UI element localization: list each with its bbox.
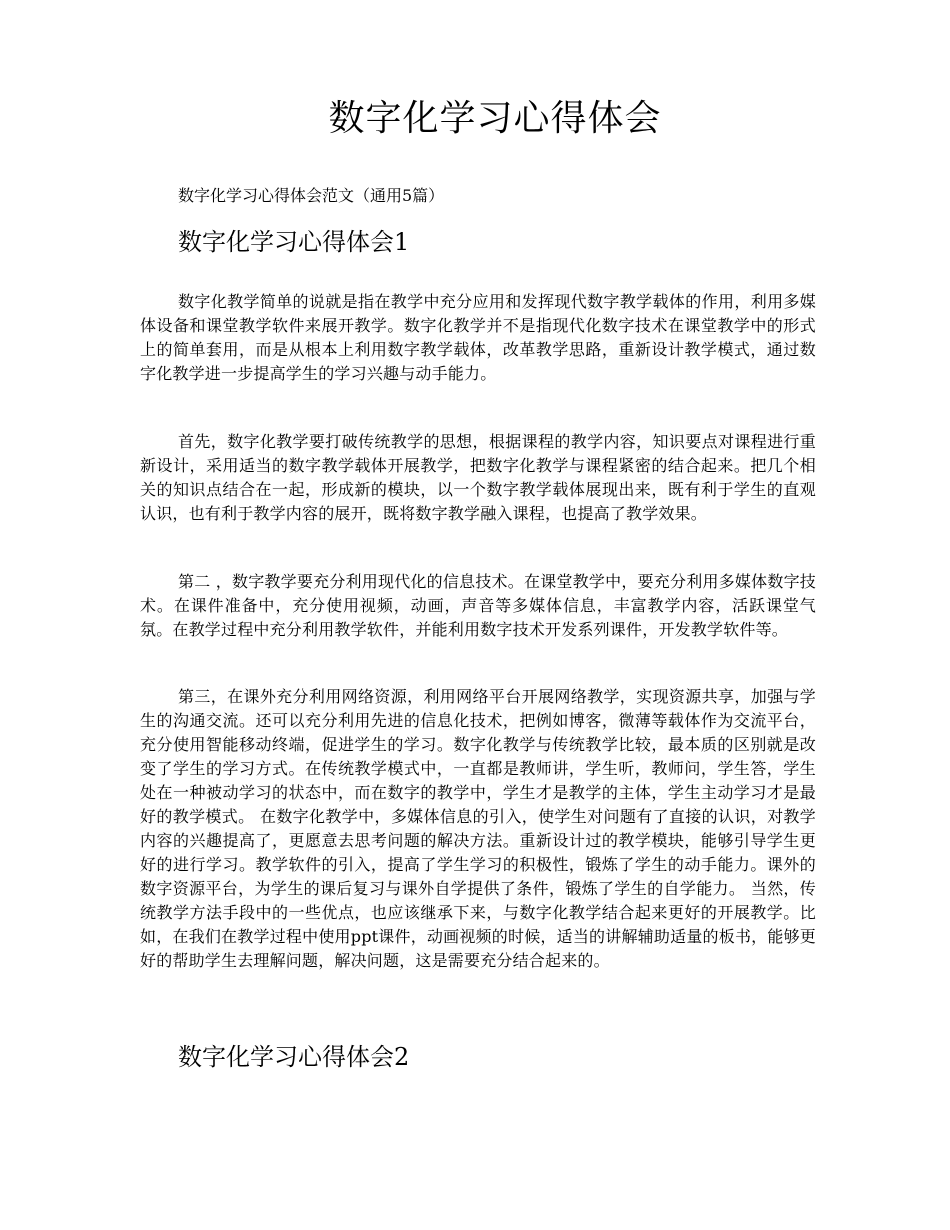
document-subtitle: 数字化学习心得体会范文（通用5篇） — [178, 186, 445, 205]
section-1-paragraph-1: 数字化教学简单的说就是指在教学中充分应用和发挥现代数字教学载体的作用，利用多媒体设备和课堂教学软件来展开教学。数字化教学并不是指现代化数字技术在课堂教学中的形式上的简单套用，而是从根本上利用数字教学载体，改革教学思路，重新设计教学模式，通过数字化教学进一步提高学生的学习兴趣与动手能力。 — [140, 292, 816, 383]
section-1-paragraph-3: 第二 ，数字教学要充分利用现代化的信息技术。在课堂教学中，要充分利用多媒体数字技术。在课件准备中，充分使用视频，动画，声音等多媒体信息，丰富教学内容，活跃课堂气氛。在教学过程中充分利用教学软件，并能利用数字技术开发系列课件，开发教学软件等。 — [140, 572, 816, 639]
section-heading-1: 数字化学习心得体会1 — [178, 228, 410, 256]
document-title: 数字化学习心得体会 — [328, 98, 662, 139]
section-heading-2: 数字化学习心得体会2 — [178, 1043, 410, 1071]
section-1-paragraph-4: 第三，在课外充分利用网络资源，利用网络平台开展网络教学，实现资源共享，加强与学生的沟通交流。还可以充分利用先进的信息化技术，把例如博客，微薄等载体作为交流平台，充分使用智能移动终端，促进学生的学习。数字化教学与传统教学比较，最本质的区别就是改变了学生的学习方式。在传统教学模式中，一直都是教师讲，学生听，教师问，学生答，学生处在一种被动学习的状态中，而在数字的教学中，学生才是教学的主体，学生主动学习才是最好的教学模式。 在数字化教学中，多媒体信息的引入，使学生对问题有了直接的认识，对教学内容的兴趣提高了，更愿意去思考问题的解决方法。重新设计过的教学模块，能够引导学生更好的进行学习。教学软件的引入，提高了学生学习的积极性，锻炼了学生的动手能力。课外的数字资源平台，为学生的课后复习与课外自学提供了条件，锻炼了学生的自学能力。 当然，传统教学方法手段中的一些优点，也应该继承下来，与数字化教学结合起来更好的开展教学。比如，在我们在教学过程中使用ppt课件，动画视频的时候，适当的讲解辅助适量的板书，能够更好的帮助学生去理解问题，解决问题，这是需要充分结合起来的。 — [140, 687, 816, 970]
section-1-paragraph-2: 首先，数字化教学要打破传统教学的思想，根据课程的教学内容，知识要点对课程进行重新设计，采用适当的数字教学载体开展教学，把数字化教学与课程紧密的结合起来。把几个相关的知识点结合在一起，形成新的模块，以一个数字教学载体展现出来，既有利于学生的直观认识，也有利于教学内容的展开，既将数字教学融入课程，也提高了教学效果。 — [140, 432, 816, 523]
